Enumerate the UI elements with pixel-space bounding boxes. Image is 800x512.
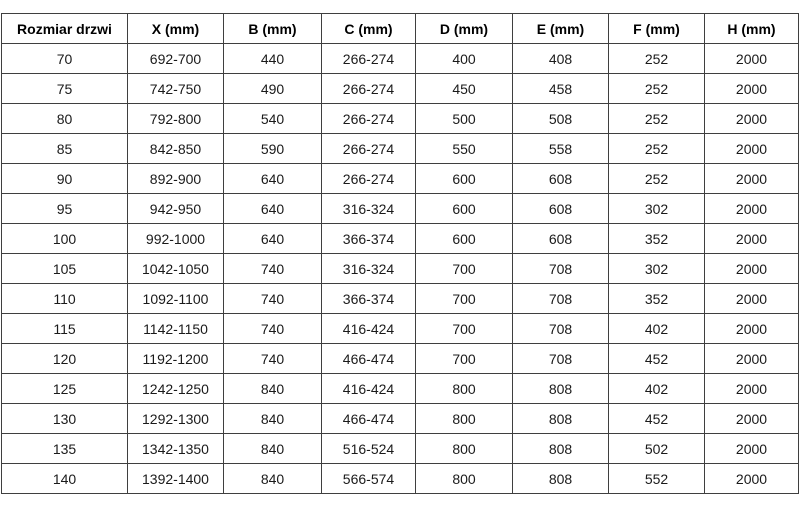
table-cell: 708 xyxy=(513,314,609,344)
table-cell: 566-574 xyxy=(322,464,416,494)
table-cell: 75 xyxy=(2,74,128,104)
table-cell: 100 xyxy=(2,224,128,254)
table-cell: 130 xyxy=(2,404,128,434)
table-cell: 120 xyxy=(2,344,128,374)
table-cell: 640 xyxy=(224,164,322,194)
table-cell: 2000 xyxy=(705,404,799,434)
table-cell: 1392-1400 xyxy=(128,464,224,494)
table-cell: 2000 xyxy=(705,314,799,344)
table-row xyxy=(2,404,799,434)
table-cell: 252 xyxy=(609,44,705,74)
table-cell: 640 xyxy=(224,194,322,224)
table-cell: 2000 xyxy=(705,284,799,314)
table-row xyxy=(2,314,799,344)
table-cell: 708 xyxy=(513,344,609,374)
table-cell: 800 xyxy=(416,464,513,494)
table-cell: 266-274 xyxy=(322,74,416,104)
table-cell: 490 xyxy=(224,74,322,104)
table-cell: 740 xyxy=(224,314,322,344)
table-cell: 466-474 xyxy=(322,404,416,434)
table-cell: 992-1000 xyxy=(128,224,224,254)
table-body xyxy=(2,44,799,494)
table-cell: 452 xyxy=(609,344,705,374)
table-cell: 1142-1150 xyxy=(128,314,224,344)
table-cell: 252 xyxy=(609,164,705,194)
table-cell: 550 xyxy=(416,134,513,164)
table-cell: 608 xyxy=(513,164,609,194)
table-cell: 70 xyxy=(2,44,128,74)
table-cell: 450 xyxy=(416,74,513,104)
table-cell: 708 xyxy=(513,284,609,314)
table-cell: 840 xyxy=(224,374,322,404)
header-row xyxy=(2,14,799,44)
table-cell: 808 xyxy=(513,374,609,404)
table-cell: 416-424 xyxy=(322,314,416,344)
table-cell: 508 xyxy=(513,104,609,134)
table-cell: 2000 xyxy=(705,134,799,164)
table-cell: 1342-1350 xyxy=(128,434,224,464)
header-cell: H (mm) xyxy=(705,14,799,44)
table-cell: 266-274 xyxy=(322,44,416,74)
table-row xyxy=(2,254,799,284)
table-cell: 1292-1300 xyxy=(128,404,224,434)
table-cell: 2000 xyxy=(705,194,799,224)
table-cell: 2000 xyxy=(705,74,799,104)
table-cell: 90 xyxy=(2,164,128,194)
table-cell: 402 xyxy=(609,314,705,344)
table-cell: 408 xyxy=(513,44,609,74)
table-cell: 502 xyxy=(609,434,705,464)
table-row xyxy=(2,104,799,134)
table-cell: 366-374 xyxy=(322,224,416,254)
table-cell: 105 xyxy=(2,254,128,284)
table-cell: 600 xyxy=(416,164,513,194)
header-cell: B (mm) xyxy=(224,14,322,44)
table-row xyxy=(2,374,799,404)
table-cell: 400 xyxy=(416,44,513,74)
table-cell: 552 xyxy=(609,464,705,494)
table-cell: 352 xyxy=(609,284,705,314)
table-cell: 808 xyxy=(513,434,609,464)
table-cell: 608 xyxy=(513,194,609,224)
table-cell: 792-800 xyxy=(128,104,224,134)
table-cell: 700 xyxy=(416,254,513,284)
table-cell: 842-850 xyxy=(128,134,224,164)
table-cell: 2000 xyxy=(705,164,799,194)
table-cell: 800 xyxy=(416,434,513,464)
table-cell: 252 xyxy=(609,134,705,164)
door-size-table xyxy=(1,13,799,494)
table-cell: 2000 xyxy=(705,44,799,74)
table-cell: 125 xyxy=(2,374,128,404)
table-cell: 266-274 xyxy=(322,104,416,134)
table-cell: 458 xyxy=(513,74,609,104)
table-cell: 440 xyxy=(224,44,322,74)
table-row xyxy=(2,164,799,194)
table-cell: 2000 xyxy=(705,104,799,134)
table-cell: 252 xyxy=(609,104,705,134)
table-cell: 252 xyxy=(609,74,705,104)
table-cell: 740 xyxy=(224,284,322,314)
table-cell: 740 xyxy=(224,344,322,374)
table-cell: 540 xyxy=(224,104,322,134)
table-cell: 700 xyxy=(416,284,513,314)
table-cell: 266-274 xyxy=(322,134,416,164)
table-cell: 1092-1100 xyxy=(128,284,224,314)
table-cell: 95 xyxy=(2,194,128,224)
table-cell: 800 xyxy=(416,404,513,434)
table-cell: 302 xyxy=(609,194,705,224)
table-cell: 840 xyxy=(224,464,322,494)
table-cell: 2000 xyxy=(705,374,799,404)
table-cell: 942-950 xyxy=(128,194,224,224)
table-cell: 1192-1200 xyxy=(128,344,224,374)
table-row xyxy=(2,284,799,314)
table-cell: 700 xyxy=(416,344,513,374)
table-cell: 692-700 xyxy=(128,44,224,74)
table-row xyxy=(2,344,799,374)
table-row xyxy=(2,44,799,74)
table-cell: 316-324 xyxy=(322,194,416,224)
table-cell: 808 xyxy=(513,464,609,494)
table-row xyxy=(2,464,799,494)
table-cell: 558 xyxy=(513,134,609,164)
table-cell: 352 xyxy=(609,224,705,254)
header-cell: F (mm) xyxy=(609,14,705,44)
table-cell: 416-424 xyxy=(322,374,416,404)
table-cell: 516-524 xyxy=(322,434,416,464)
table-cell: 2000 xyxy=(705,464,799,494)
table-row xyxy=(2,434,799,464)
table-cell: 80 xyxy=(2,104,128,134)
table-cell: 800 xyxy=(416,374,513,404)
table-cell: 708 xyxy=(513,254,609,284)
table-cell: 366-374 xyxy=(322,284,416,314)
table-cell: 2000 xyxy=(705,344,799,374)
header-cell: C (mm) xyxy=(322,14,416,44)
table-cell: 1042-1050 xyxy=(128,254,224,284)
table-cell: 1242-1250 xyxy=(128,374,224,404)
header-cell: Rozmiar drzwi xyxy=(2,14,128,44)
table-cell: 302 xyxy=(609,254,705,284)
table-cell: 2000 xyxy=(705,224,799,254)
table-row xyxy=(2,74,799,104)
table-cell: 640 xyxy=(224,224,322,254)
table-head xyxy=(2,14,799,44)
table-cell: 840 xyxy=(224,404,322,434)
table-cell: 742-750 xyxy=(128,74,224,104)
table-row xyxy=(2,134,799,164)
table-cell: 2000 xyxy=(705,434,799,464)
header-cell: E (mm) xyxy=(513,14,609,44)
table-cell: 892-900 xyxy=(128,164,224,194)
table-cell: 608 xyxy=(513,224,609,254)
table-cell: 500 xyxy=(416,104,513,134)
header-cell: X (mm) xyxy=(128,14,224,44)
table-cell: 452 xyxy=(609,404,705,434)
table-cell: 740 xyxy=(224,254,322,284)
table-cell: 600 xyxy=(416,194,513,224)
header-cell: D (mm) xyxy=(416,14,513,44)
table-row xyxy=(2,224,799,254)
table-cell: 700 xyxy=(416,314,513,344)
table-cell: 840 xyxy=(224,434,322,464)
table-row xyxy=(2,194,799,224)
table-cell: 110 xyxy=(2,284,128,314)
table-cell: 316-324 xyxy=(322,254,416,284)
table-cell: 600 xyxy=(416,224,513,254)
table-cell: 266-274 xyxy=(322,164,416,194)
table-cell: 85 xyxy=(2,134,128,164)
table-cell: 402 xyxy=(609,374,705,404)
table-cell: 808 xyxy=(513,404,609,434)
table-cell: 590 xyxy=(224,134,322,164)
table-cell: 2000 xyxy=(705,254,799,284)
table-cell: 140 xyxy=(2,464,128,494)
table-cell: 466-474 xyxy=(322,344,416,374)
table-cell: 135 xyxy=(2,434,128,464)
table-cell: 115 xyxy=(2,314,128,344)
